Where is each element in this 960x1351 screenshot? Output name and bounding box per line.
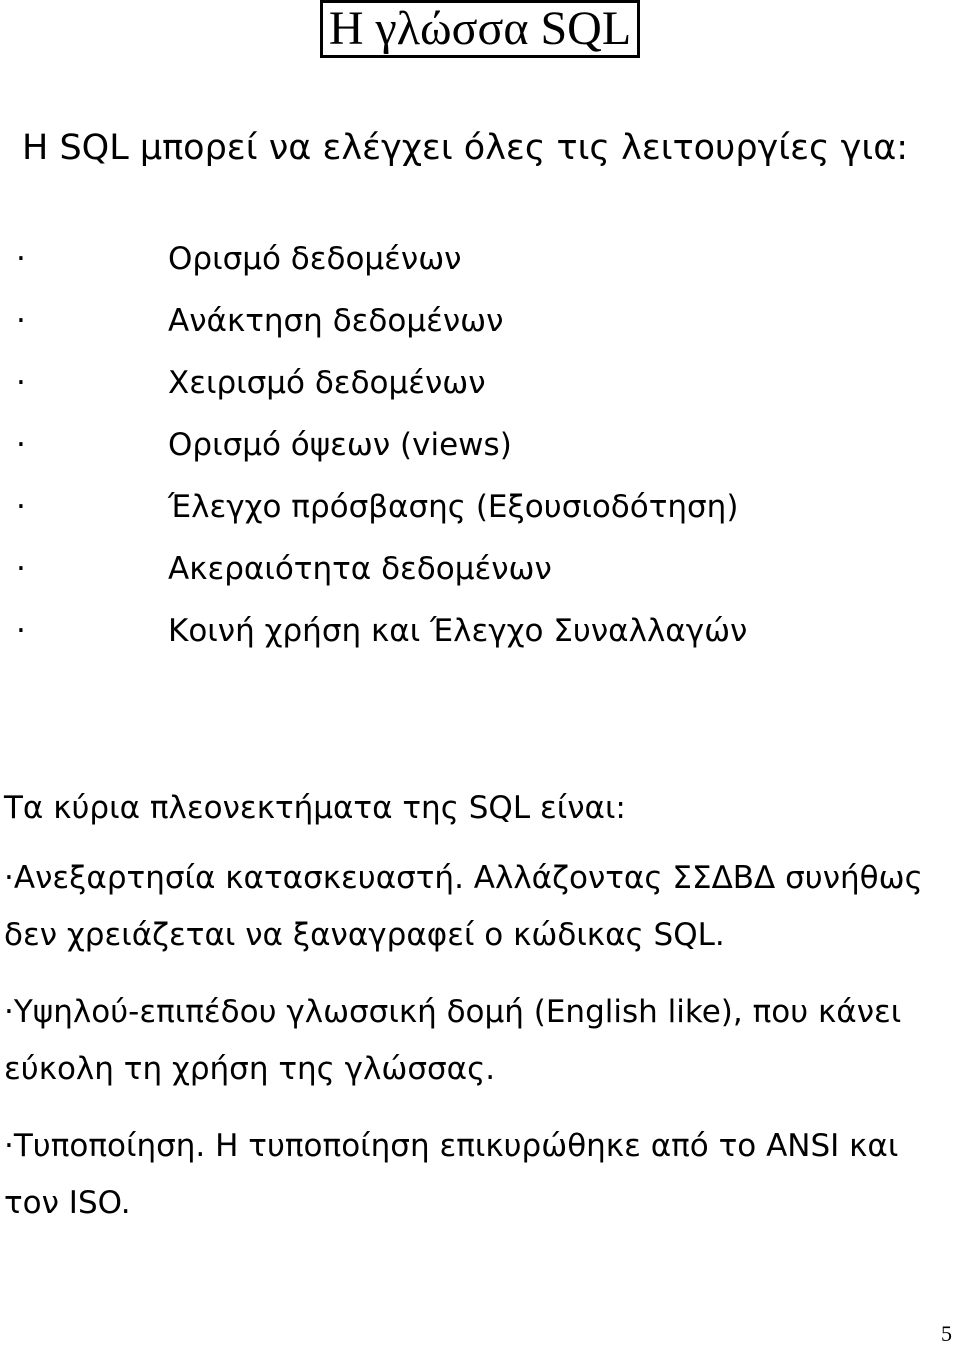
function-label: Ανάκτηση δεδομένων <box>168 303 504 339</box>
list-item <box>0 414 960 476</box>
bullet-icon: · <box>4 994 14 1030</box>
list-item <box>0 600 960 662</box>
function-label: Ορισμό όψεων (views) <box>168 427 512 463</box>
bullet-icon: · <box>4 860 14 896</box>
bullet-icon: · <box>4 1128 14 1164</box>
function-label: Έλεγχο πρόσβασης (Εξουσιοδότηση) <box>168 489 739 525</box>
bullet-icon: · <box>16 489 26 525</box>
bullet-icon: · <box>16 241 26 277</box>
list-item <box>4 850 954 964</box>
list-item <box>0 290 960 352</box>
functions-list <box>0 228 960 662</box>
page-number: 5 <box>941 1321 952 1346</box>
advantage-text: Ανεξαρτησία κατασκευαστή. Αλλάζοντας ΣΣΔΒΔ συνήθως δεν χρειάζεται να ξαναγραφεί ο κώδικας SQL. <box>4 860 923 953</box>
advantage-text: Υψηλού-επιπέδου γλωσσική δομή (English like), που κάνει εύκολη τη χρήση της γλώσσας. <box>4 994 902 1087</box>
list-item <box>0 352 960 414</box>
bullet-icon: · <box>16 613 26 649</box>
advantages-list <box>4 850 954 1252</box>
bullet-icon: · <box>16 303 26 339</box>
list-item <box>4 984 954 1098</box>
function-label: Ακεραιότητα δεδομένων <box>168 551 552 587</box>
function-label: Χειρισμό δεδομένων <box>168 365 486 401</box>
list-item <box>0 476 960 538</box>
bullet-icon: · <box>16 551 26 587</box>
function-label: Κοινή χρήση και Έλεγχο Συναλλαγών <box>168 613 748 649</box>
slide-title-text: Η γλώσσα SQL <box>320 0 640 58</box>
advantages-heading: Τα κύρια πλεονεκτήματα της SQL είναι: <box>4 790 626 826</box>
function-label: Ορισμό δεδομένων <box>168 241 462 277</box>
intro-text: Η SQL μπορεί να ελέγχει όλες τις λειτουργίες για: <box>22 128 909 168</box>
advantage-text: Τυποποίηση. Η τυποποίηση επικυρώθηκε από το ANSI και τον ISO. <box>4 1128 899 1221</box>
list-item <box>4 1118 954 1232</box>
list-item <box>0 228 960 290</box>
bullet-icon: · <box>16 365 26 401</box>
list-item <box>0 538 960 600</box>
bullet-icon: · <box>16 427 26 463</box>
slide-title <box>0 0 960 58</box>
